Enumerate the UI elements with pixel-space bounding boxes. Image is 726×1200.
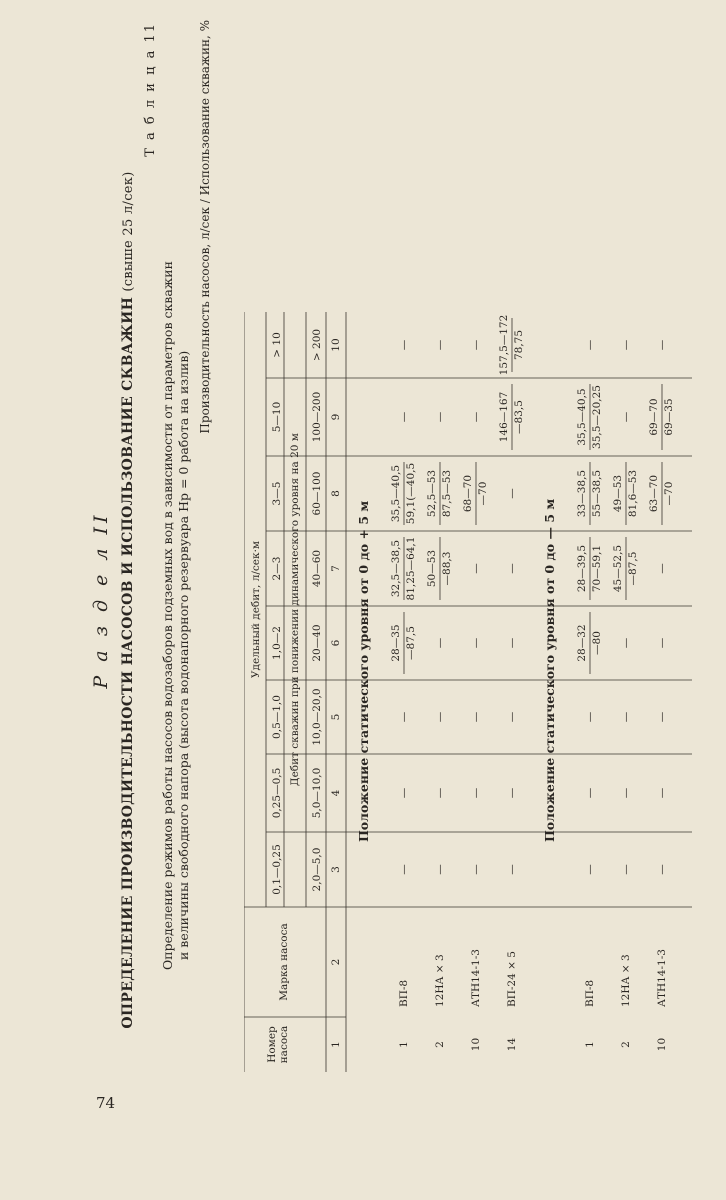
- cell-value-bottom: 55—38,5: [591, 469, 603, 518]
- cell-value: —: [656, 339, 668, 351]
- page-heading: [120, 0, 136, 1200]
- cell-value: —: [470, 711, 482, 723]
- cell-value: —: [506, 563, 518, 574]
- well-yield-range: 20—40: [311, 624, 323, 662]
- specific-yield-header: Удельный дебит, л/сек·м: [250, 540, 262, 679]
- cell-value-top: 69—70: [648, 398, 660, 436]
- specific-yield-range: 1,0—2: [271, 626, 283, 660]
- cell-value-top: 35,5—40,5: [576, 388, 588, 446]
- well-yield-range: 100—200: [311, 391, 323, 443]
- well-yield-range: 5,0—10,0: [311, 767, 323, 819]
- row-pump-brand: 12НА × 3: [434, 954, 446, 1007]
- cell-value-top: 49—53: [612, 474, 624, 513]
- cell-value: —: [656, 864, 668, 875]
- column-number: 1: [330, 1041, 342, 1048]
- data-table: [244, 12, 726, 1072]
- well-yield-range: 2,0—5,0: [311, 847, 323, 892]
- specific-yield-range: 0,1—0,25: [271, 844, 283, 895]
- row-pump-number: 10: [470, 1037, 482, 1052]
- page-number: 74: [96, 1094, 116, 1112]
- row-pump-number: 14: [506, 1037, 518, 1052]
- cell-value-bottom: —87,5: [627, 551, 639, 586]
- cell-value-top: 63—70: [648, 474, 660, 513]
- cell-value: —: [620, 637, 632, 649]
- cell-value: —: [656, 563, 668, 574]
- cell-value: —: [398, 339, 410, 351]
- row-pump-brand: АТН14-1-3: [470, 949, 482, 1007]
- row-pump-brand: ВП-8: [398, 979, 410, 1007]
- cell-value: —: [398, 864, 410, 875]
- row-pump-brand: АТН14-1-3: [656, 949, 668, 1007]
- cell-value: —: [620, 339, 632, 351]
- cell-value-top: 35,5—40,5: [390, 464, 402, 523]
- cell-value: —: [620, 864, 632, 875]
- column-number: 10: [330, 338, 342, 352]
- pump-number-header: Номер насоса: [266, 1025, 290, 1064]
- well-yield-range: 40—60: [311, 549, 323, 588]
- cell-value: —: [470, 637, 482, 649]
- row-pump-number: 10: [656, 1037, 668, 1052]
- cell-value: —: [656, 711, 668, 723]
- specific-yield-range: 2—3: [271, 556, 283, 581]
- row-pump-number: 1: [584, 1041, 596, 1048]
- cell-value-bottom: —88,3: [441, 551, 453, 586]
- cell-value-bottom: 59,1(—40,5: [405, 462, 417, 525]
- section-title: Положение статического уровня от 0 до + 5 м: [356, 500, 371, 842]
- well-yield-header: Дебит скважин при понижении динамического уровня на 20 м: [289, 433, 301, 786]
- cell-value-top: 68—70: [462, 474, 474, 513]
- cell-value: —: [434, 787, 446, 799]
- cell-value-bottom: 69—35: [663, 398, 675, 436]
- cell-value: —: [470, 339, 482, 351]
- cell-value-top: 28—39,5: [576, 544, 588, 593]
- column-number: 3: [330, 866, 342, 873]
- cell-value-bottom: 70—59,1: [591, 544, 603, 593]
- cell-value: —: [656, 787, 668, 799]
- cell-value-bottom: 87,5—53: [441, 469, 453, 518]
- cell-value-top: 52,5—53: [426, 469, 438, 518]
- cell-value-bottom: —80: [591, 631, 603, 655]
- cell-value: —: [434, 339, 446, 351]
- column-number: 2: [330, 958, 342, 966]
- specific-yield-range: 0,25—0,5: [271, 767, 283, 819]
- cell-value: —: [470, 411, 482, 423]
- cell-value: —: [584, 787, 596, 799]
- cell-value-top: 50—53: [426, 549, 438, 588]
- cell-value-bottom: —70: [663, 481, 675, 506]
- cell-value: —: [470, 563, 482, 574]
- cell-value: —: [470, 787, 482, 799]
- cell-value: —: [398, 411, 410, 423]
- caption-line-2: и величины свободного напора (высота водонапорного резервуара Hр = 0 работа на излив): [176, 350, 191, 960]
- cell-value-top: 157,5—172: [498, 314, 510, 376]
- specific-yield-range: 3—5: [271, 481, 283, 506]
- cell-value: —: [620, 787, 632, 799]
- specific-yield-range: 0,5—1,0: [271, 695, 283, 739]
- cell-value-top: 146—167: [498, 391, 510, 443]
- cell-value: —: [398, 787, 410, 799]
- cell-value-bottom: 81,25—64,1: [405, 536, 417, 601]
- cell-value-top: 33—38,5: [576, 469, 588, 518]
- heading-subtitle: (свыше 25 л/сек): [121, 171, 136, 292]
- cell-value: —: [506, 787, 518, 799]
- column-number: 8: [330, 490, 342, 497]
- row-pump-number: 1: [398, 1041, 410, 1048]
- cell-value: —: [584, 711, 596, 723]
- cell-value: —: [620, 711, 632, 723]
- row-pump-brand: 12НА × 3: [620, 954, 632, 1007]
- row-pump-number: 2: [434, 1041, 446, 1048]
- row-pump-brand: ВП-24 × 5: [506, 951, 518, 1007]
- column-number: 9: [330, 413, 342, 421]
- cell-value-top: 28—32: [576, 624, 588, 662]
- cell-value: —: [470, 864, 482, 875]
- cell-value: —: [584, 864, 596, 875]
- specific-yield-range: > 10: [271, 332, 283, 358]
- table-caption: [160, 35, 192, 970]
- cell-value-bottom: —83,5: [513, 400, 525, 434]
- row-pump-brand: ВП-8: [584, 979, 596, 1007]
- section-title: Положение статического уровня от 0 до — 5 м: [542, 498, 557, 842]
- cell-value: —: [506, 711, 518, 723]
- cell-value: —: [506, 864, 518, 875]
- cell-value-bottom: 81,6—53: [627, 469, 639, 518]
- cell-value-bottom: 78,75: [513, 329, 525, 361]
- cell-value: —: [656, 637, 668, 649]
- cell-value-top: 45—52,5: [612, 544, 624, 593]
- well-yield-range: 60—100: [311, 471, 323, 516]
- cell-value-top: 32,5—38,5: [390, 539, 402, 598]
- caption-line-1: Определение режимов работы насосов водозаборов подземных вод в зависимости от параметров скважин: [160, 261, 175, 970]
- units-line: Производительность насосов, л/сек / Использование скважин, %: [198, 20, 212, 434]
- column-number: 5: [330, 713, 342, 721]
- pump-brand-header: Марка насоса: [278, 923, 290, 1001]
- cell-value-top: 28—35: [390, 624, 402, 662]
- cell-value-bottom: —70: [477, 481, 489, 506]
- well-yield-range: 10,0—20,0: [311, 688, 323, 746]
- cell-value: —: [620, 411, 632, 423]
- column-number: 4: [330, 789, 342, 797]
- cell-value: —: [506, 488, 518, 499]
- cell-value-bottom: —87,5: [405, 626, 417, 660]
- cell-value: —: [434, 637, 446, 649]
- cell-value: —: [434, 864, 446, 875]
- cell-value: —: [584, 339, 596, 351]
- cell-value: —: [434, 711, 446, 723]
- cell-value-bottom: 35,5—20,25: [591, 385, 603, 449]
- heading-text: ОПРЕДЕЛЕНИЕ ПРОИЗВОДИТЕЛЬНОСТИ НАСОСОВ И ИСПОЛЬЗОВАНИЕ СКВАЖИН: [120, 296, 136, 1029]
- column-number: 6: [330, 639, 342, 647]
- cell-value: —: [398, 711, 410, 723]
- row-pump-number: 2: [620, 1041, 632, 1048]
- cell-value: —: [506, 637, 518, 649]
- table-number: Т а б л и ц а 11: [143, 22, 158, 157]
- section-label: Р а з д е л II: [90, 511, 112, 689]
- well-yield-range: > 200: [311, 328, 323, 362]
- cell-value: —: [434, 411, 446, 423]
- column-number: 7: [330, 565, 342, 572]
- specific-yield-range: 5—10: [271, 401, 283, 433]
